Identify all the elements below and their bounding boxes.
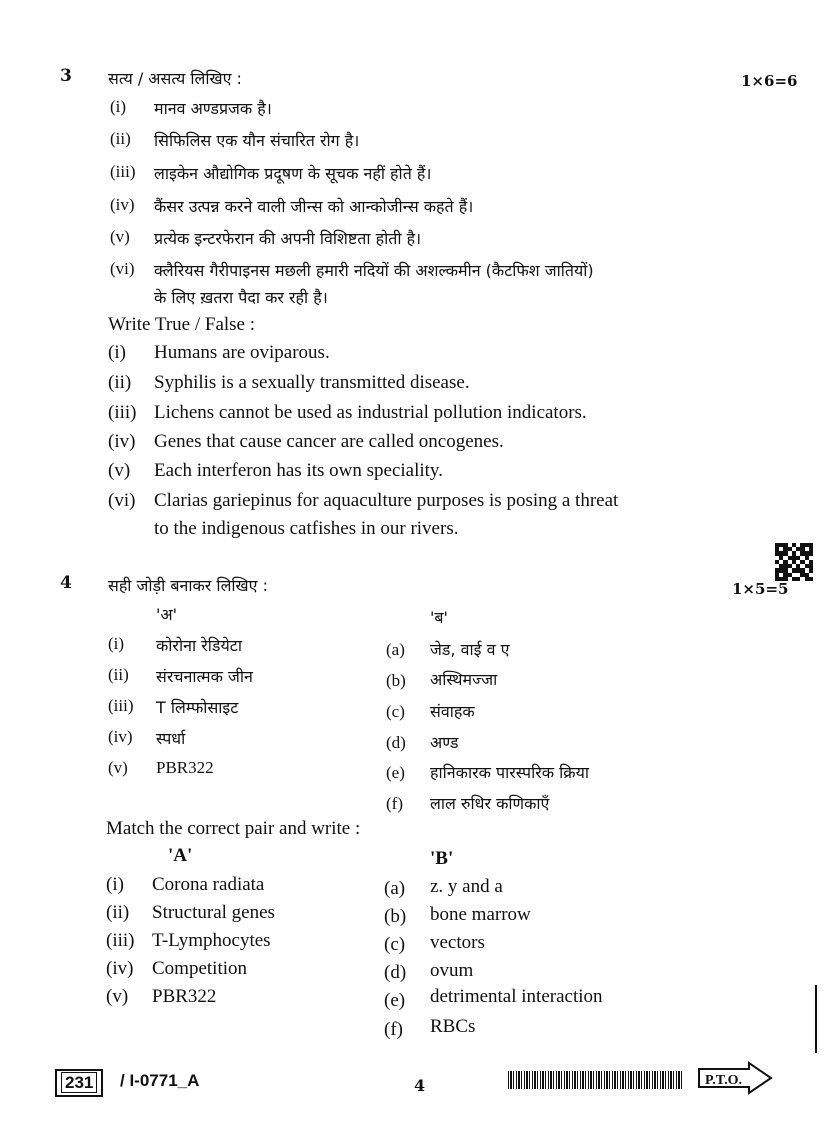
qr-code (775, 543, 813, 581)
q4-english-left-text: Corona radiata (152, 874, 265, 895)
q4-hindi-left-num: (ii) (108, 665, 129, 684)
q4-english-right-text: vectors (430, 932, 485, 953)
q3-english-item-text: Clarias gariepinus for aquaculture purposes is posing a threat (154, 490, 619, 511)
q3-english-item-num: (iv) (108, 431, 136, 452)
q3-hindi-item-num: (iv) (110, 195, 135, 214)
q4-hindi-left-text: संरचनात्मक जीन (156, 667, 253, 686)
q4-english-col-a: 'A' (168, 845, 193, 866)
q3-english-item-num: (v) (108, 460, 131, 481)
q4-hindi-title: सही जोड़ी बनाकर लिखिए : (108, 576, 268, 595)
q3-hindi-item-text: क्लैरियस गैरीपाइनस मछली हमारी नदियों की अशल्कमीन (कैटफिश जातियों) (154, 261, 594, 280)
q4-hindi-right-text: हानिकारक पारस्परिक क्रिया (430, 763, 590, 782)
q4-hindi-col-a: 'अ' (156, 605, 178, 624)
q4-hindi-left-text: T लिम्फोसाइट (156, 698, 239, 717)
q4-hindi-left-num: (iii) (108, 696, 134, 715)
q3-hindi-item-num: (ii) (110, 129, 131, 148)
q4-english-right-num: (d) (384, 962, 407, 983)
q4-hindi-right-num: (e) (386, 763, 405, 782)
q3-hindi-item-text: सिफिलिस एक यौन संचारित रोग है। (154, 131, 360, 150)
q4-hindi-left-num: (v) (108, 758, 128, 777)
q4-hindi-right-num: (c) (386, 702, 405, 721)
q4-hindi-left-num: (iv) (108, 727, 133, 746)
q4-number: 4 (60, 573, 72, 593)
q4-english-left-num: (i) (106, 874, 124, 895)
q4-english-right-text: detrimental interaction (430, 986, 603, 1007)
q4-english-left-text: Competition (152, 958, 247, 979)
q4-english-left-text: Structural genes (152, 902, 275, 923)
q4-hindi-left-text: स्पर्धा (156, 729, 186, 748)
q4-hindi-right-num: (f) (386, 794, 403, 813)
page-number: 4 (414, 1076, 426, 1095)
q4-english-right-num: (f) (384, 1019, 403, 1040)
q4-marks: 1×5=5 (732, 580, 789, 598)
pto-arrow-icon (697, 1061, 773, 1095)
q3-english-item-text-cont: to the indigenous catfishes in our rivers. (154, 518, 459, 539)
q4-hindi-right-num: (a) (386, 640, 405, 659)
q3-english-title: Write True / False : (108, 314, 256, 335)
q3-english-item-text: Genes that cause cancer are called oncogenes. (154, 431, 504, 452)
q4-english-left-num: (iii) (106, 930, 135, 951)
q4-hindi-right-text: जेड, वाई व ए (430, 640, 510, 659)
code-box (55, 1069, 103, 1097)
q3-english-item-num: (vi) (108, 490, 136, 511)
q3-hindi-item-text: मानव अण्डप्रजक है। (154, 99, 272, 118)
q4-english-left-text: T-Lymphocytes (152, 930, 271, 951)
q3-english-item-text: Syphilis is a sexually transmitted disease. (154, 372, 470, 393)
q3-hindi-title: सत्य / असत्य लिखिए : (108, 69, 242, 88)
q3-hindi-item-text: कैंसर उत्पन्न करने वाली जीन्स को आन्कोजीन्स कहते हैं। (154, 197, 474, 216)
q4-english-right-num: (b) (384, 906, 407, 927)
code-box-number: 231 (61, 1072, 97, 1093)
q4-hindi-left-text: कोरोना रेडियेटा (156, 636, 242, 655)
q3-english-item-text: Humans are oviparous. (154, 342, 330, 363)
q3-hindi-item-text: प्रत्येक इन्टरफेरान की अपनी विशिष्टता होती है। (154, 229, 422, 248)
margin-rule (815, 985, 817, 1053)
q3-english-item-num: (ii) (108, 372, 132, 393)
q3-hindi-item-num: (v) (110, 227, 130, 246)
q4-hindi-left-text: PBR322 (156, 758, 214, 777)
q4-hindi-right-text: अण्ड (430, 733, 459, 752)
q4-hindi-right-text: अस्थिमज्जा (430, 670, 498, 689)
q4-hindi-col-b: 'ब' (430, 608, 448, 627)
q4-english-right-num: (e) (384, 990, 406, 1011)
q4-english-right-num: (a) (384, 878, 406, 899)
q3-english-item-num: (i) (108, 342, 126, 363)
q4-hindi-right-num: (b) (386, 671, 406, 690)
paper-code: / I-0771_A (120, 1071, 200, 1090)
q4-english-left-num: (v) (106, 986, 129, 1007)
q4-english-left-num: (iv) (106, 958, 134, 979)
q3-hindi-item-num: (iii) (110, 162, 136, 181)
pto-label: P.T.O. (705, 1073, 742, 1088)
q3-marks: 1×6=6 (741, 72, 798, 90)
q4-english-right-text: z. y and a (430, 876, 503, 897)
q4-hindi-right-num: (d) (386, 733, 406, 752)
q3-english-item-text: Lichens cannot be used as industrial pollution indicators. (154, 402, 587, 423)
q3-hindi-item-num: (vi) (110, 259, 135, 278)
q4-english-right-text: RBCs (430, 1016, 476, 1037)
q3-hindi-item-num: (i) (110, 97, 127, 116)
q4-hindi-right-text: संवाहक (430, 702, 475, 721)
q4-english-col-b: 'B' (430, 848, 454, 869)
barcode (508, 1071, 683, 1089)
q4-english-left-text: PBR322 (152, 986, 217, 1007)
q3-english-item-num: (iii) (108, 402, 137, 423)
q4-english-right-num: (c) (384, 934, 406, 955)
q3-hindi-item-text-cont: के लिए ख़तरा पैदा कर रही है। (154, 288, 328, 307)
q3-hindi-item-text: लाइकेन औद्योगिक प्रदूषण के सूचक नहीं होते हैं। (154, 164, 432, 183)
q4-hindi-left-num: (i) (108, 634, 125, 653)
q4-english-right-text: ovum (430, 960, 474, 981)
q3-english-item-text: Each interferon has its own speciality. (154, 460, 443, 481)
q4-english-title: Match the correct pair and write : (106, 818, 361, 839)
q4-english-right-text: bone marrow (430, 904, 531, 925)
q4-hindi-right-text: लाल रुधिर कणिकाएँ (430, 794, 550, 813)
q4-english-left-num: (ii) (106, 902, 130, 923)
q3-number: 3 (60, 66, 72, 86)
